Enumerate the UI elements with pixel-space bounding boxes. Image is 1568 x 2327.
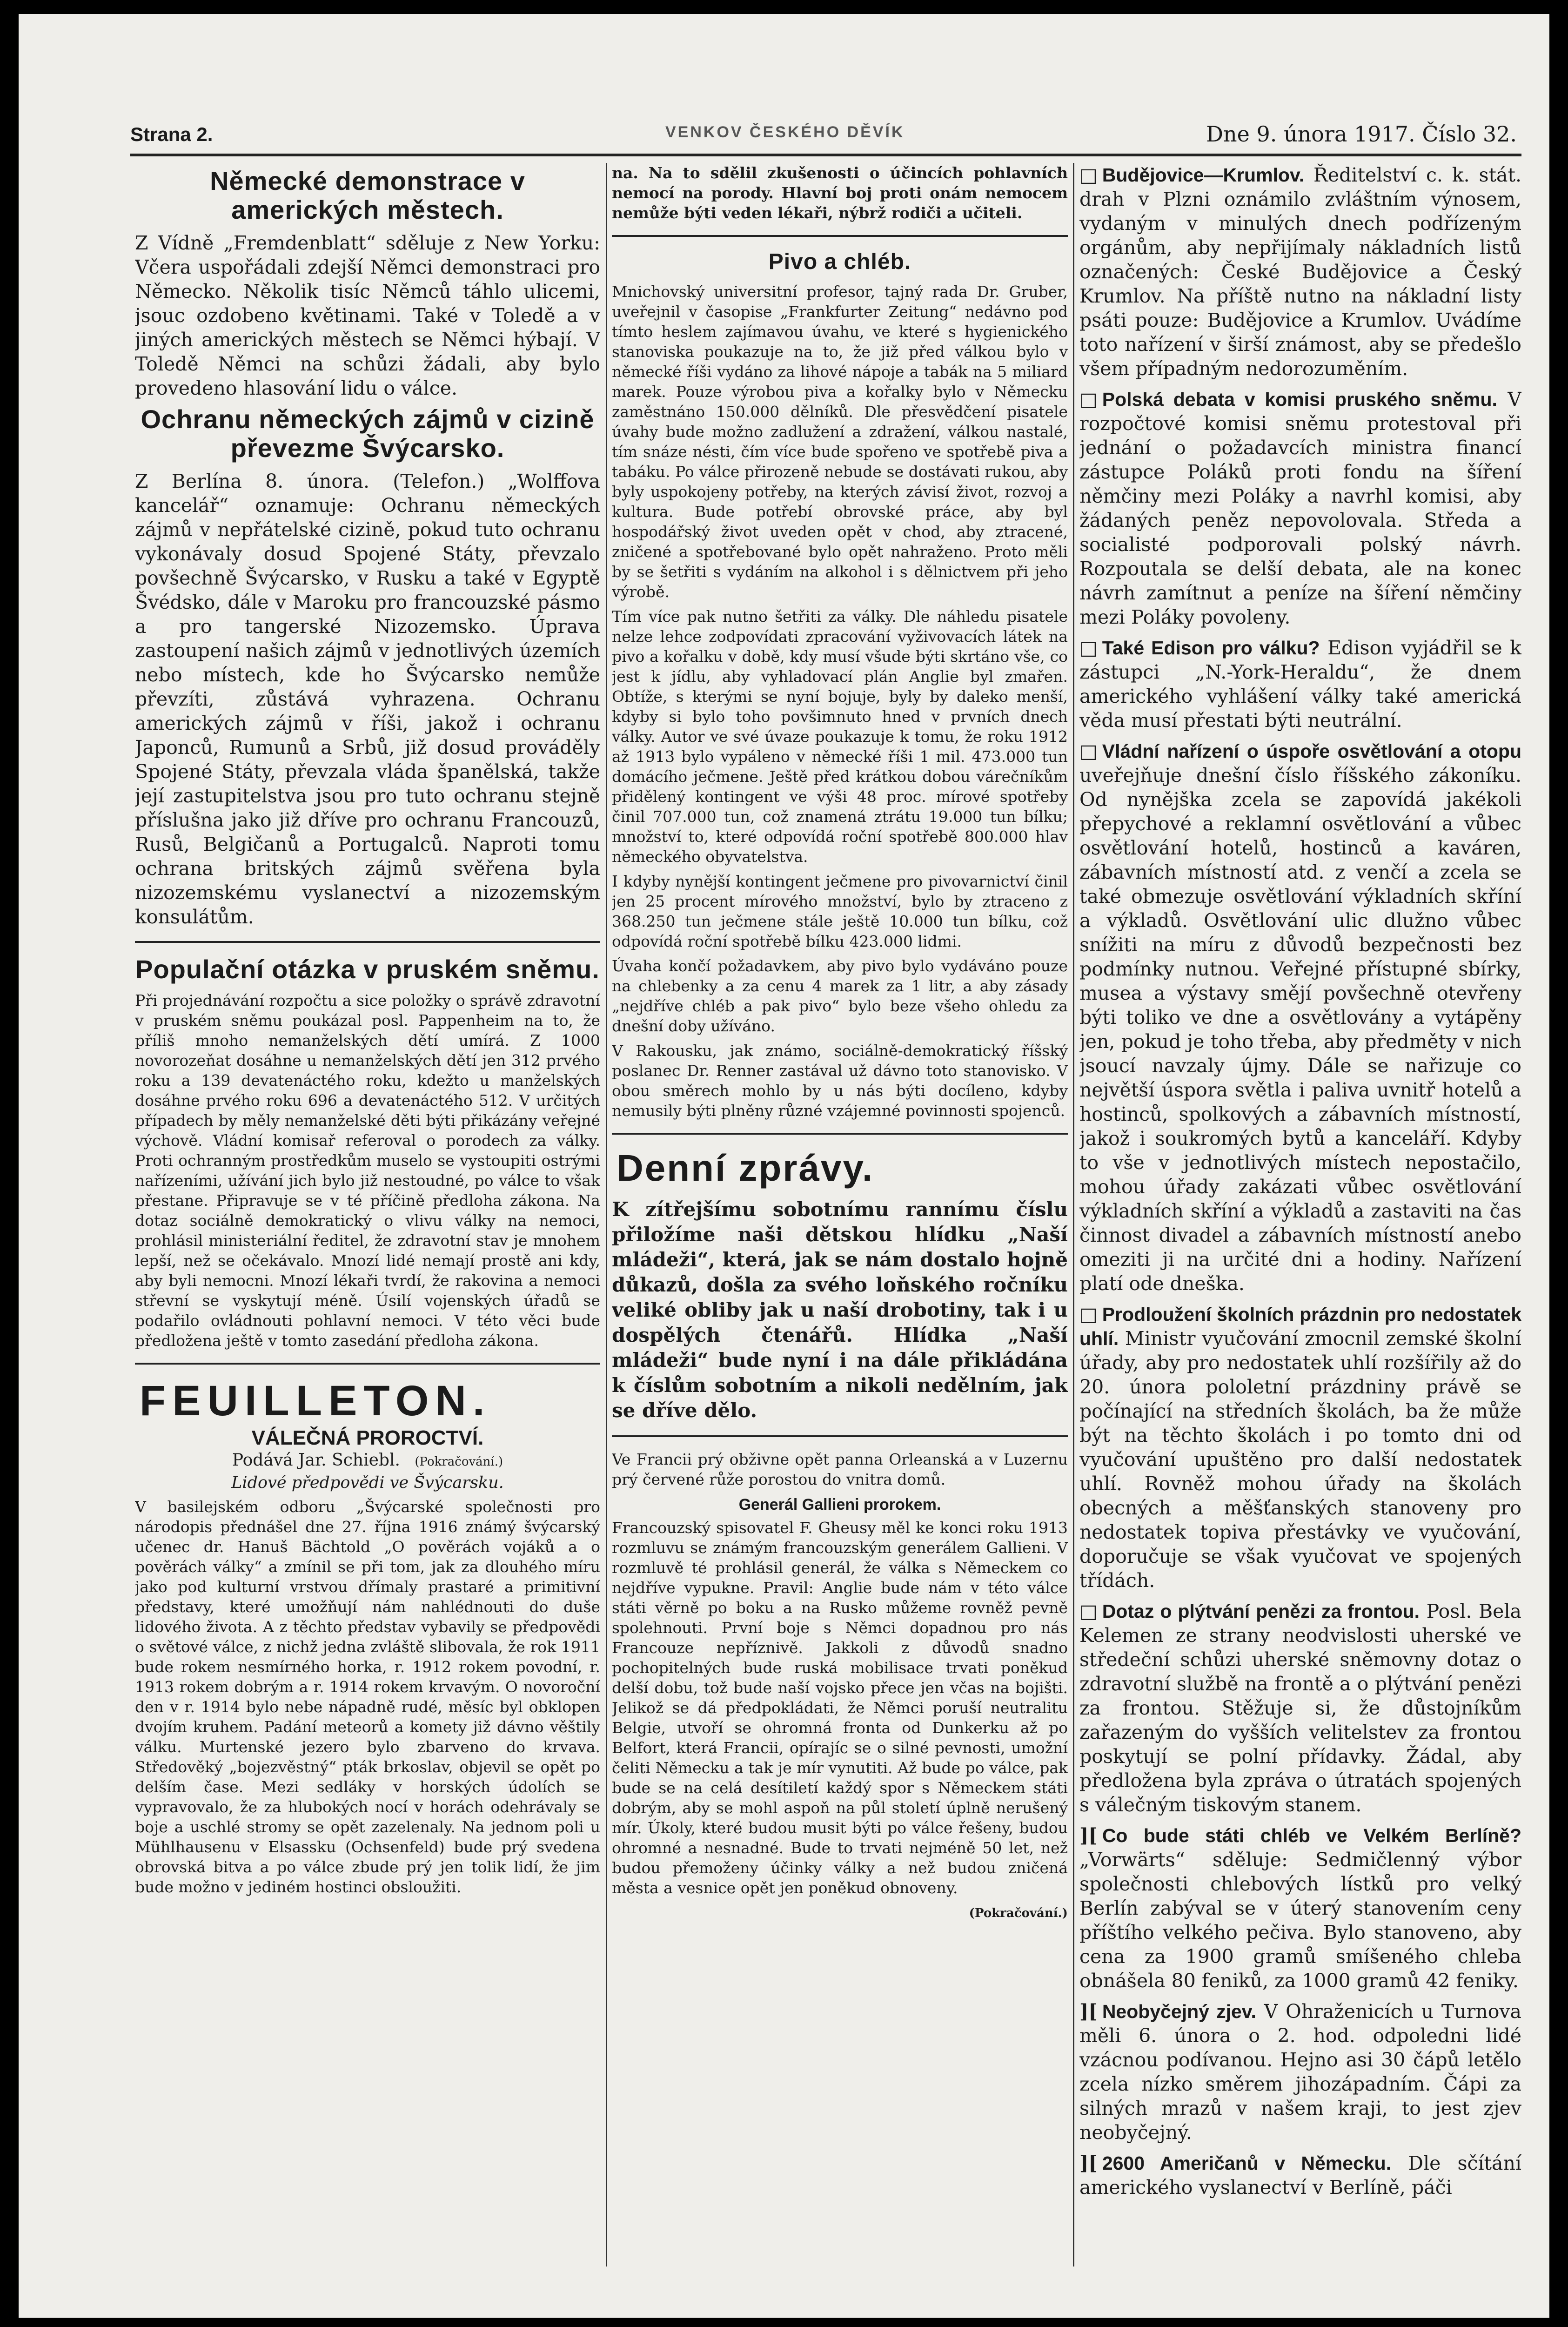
item-marker: □ [1079, 1303, 1098, 1325]
paper-name: VENKOV ČESKÉHO DĚVÍK [665, 123, 905, 141]
column-1 [135, 163, 600, 2285]
item-headline: Dotaz o plýtvání penězi za frontou. [1102, 1601, 1420, 1622]
item-headline: Prodloužení školních prázdnin pro nedostatek uhlí. [1079, 1304, 1521, 1349]
news-items [1079, 163, 1521, 2199]
column-3 [1079, 163, 1521, 2285]
column-divider [606, 163, 607, 2266]
news-item [1079, 163, 1521, 381]
article-paragraph: Tím více pak nutno šetřiti za války. Dle náhledu pisatele nelze lehce zodpovídati zpracování vyživovacích látek na pivo a kořalku v době, kdy musí všude býti skrtáno vše, co jest k jídlu, aby vyhladovací plán Anglie byl zmařen. Obtíže, s kterými se nyní bojuje, byly by daleko menší, kdyby si bylo toho povšimnuto hned v prvních dnech války. Autor ve své úvaze poukazuje k tomu, že roku 1912 až 1913 bylo vypáleno v německé říši 1 mil. 473.000 tun domácího ječmene. Ještě před krátkou dobou várečníkům přidělený kontingent ve výši 48 proc. mírové spotřeby činil 707.000 tun, což znamená ztrátu 19.000 tun bílku; množství to, které odpovídá roční spotřebě 800.000 hlav německého obyvatelstva. [612, 607, 1068, 866]
divider [612, 235, 1068, 237]
article-subtitle: Generál Gallieni prorokem. [738, 1496, 941, 1513]
feuilleton-body: V basilejském odboru „Švýcarské společnosti pro národopis přednášel dne 27. října 1916 známý švýcarský učenec dr. Hanuš Bächtold „O pověrách vojáků a o pověrách války“ a zmínil se při tom, jak za dlouhého míru jako pod kulturní vrstvou dřímaly prastaré a primitivní představy, které umožňují nám nahlédnouti do duše lidového života. A z těchto představ vybavily se předpovědi o světové válce, z nichž jedna zvláště slibovala, že rok 1911 bude rokem nesmírného horka, r. 1912 rokem povodní, r. 1913 rokem dobrým a r. 1914 rokem krvavým. O novoroční den v r. 1914 bylo nebe nápadně rudé, měsíc byl obklopen dvojím kruhem. Padání meteorů a komety již dávno věštily válku. Murtenské jezero bylo zbarveno do krvava. Středověký „bojezvěstný“ pták brkoslav, objevil se opět po delším čase. Mezi sedláky v horských údolích se vypravovalo, že za hlubokých nocí v horách odehrávaly se boje a uschlé stromy se opět zazelenaly. Na jednom poli u Mühlhausenu v Elsassku (Ochsenfeld) bude prý svedena obrovská bitva a po válce zbude prý jen tolik lidí, že jim bude možno v jediném hostinci obsloužiti. [135, 1498, 600, 1896]
article-body: Při projednávání rozpočtu a sice položky o správě zdravotní v pruském sněmu poukázal posl. Pappenheim na to, že příliš mnoho nemanželských dětí umírá. Z 1000 novorozeňat dosáhne u nemanželských dětí jen 312 prvého roku a 139 devatenáctého roku, kdežto u manželských dosáhne prvého roku 696 a devatenáctého 512. V určitých případech by měly nemanželské děti býti přikázány veřejné výchově. Vládní komisař referoval o porodech za války. Proti ochranným prostředkům muselo se vystoupiti ostrými nařízeními, užívání jich bylo již nestoudné, po válce to však přestane. Připravuje se v té příčině předloha zákona. Na dotaz sociálně demokratický o vlivu války na nemoci, prohlásil ministeriální ředitel, že zdravotní stav je mnohem lepší, než se očekávalo. Mnozí lidé nemají prostě ani kdy, aby byli nemocni. Mnozí lékaři tvrdí, že rakovina a nemoci střevní se vyskytují méně. Úsilí vojenských úřadů se podařilo ovládnouti pohlavní nemoci. V této věci bude předložena ještě v tomto zasedání předloha zákona. [135, 991, 600, 1350]
item-marker: □ [1079, 1600, 1098, 1622]
page-label: Strana 2. [130, 123, 213, 145]
masthead [130, 105, 1521, 156]
item-marker: □ [1079, 637, 1098, 659]
article-paragraph: Mnichovský universitní profesor, tajný rada Dr. Gruber, uveřejnil v časopise „Frankfurter Zeitung“ nedávno pod tímto heslem zajímavou úvahu, ve které s hygienického stanoviska poukazuje na to, že již před válkou bylo v německé říši vydáno za lihové nápoje a tabák na 5 miliard marek. Pouze výrobou piva a kořalky bylo v Německu zaměstnáno 150.000 dělníků. Dle přesvědčení pisatele úvahy bude možno zadlužení a zdražení, válkou nastalé, tím snáze nésti, čím více bude spořeno ve spotřebě piva a tabáku. Po válce přirozeně nebude se dostávati rukou, aby byly uspokojeny potřeby, na kterých závisí život, rozvoj a kultura. Bude potřebí obrovské práce, aby byl hospodářský život uveden opět v chod, aby ztracené, zničené a spotřebované bylo opět nahraženo. Proto měli by se šetřiti s vydáním na alkohol i s dělnictvem při jeho výrobě. [612, 282, 1068, 601]
item-headline: Také Edison pro válku? [1102, 637, 1320, 659]
news-item [1079, 636, 1521, 733]
feuilleton-section: Lidové předpovědi ve Švýcarsku. [231, 1473, 504, 1492]
news-item [1079, 2151, 1521, 2199]
article-title: Německé demonstrace v amerických městech. [210, 166, 525, 224]
byline-author: Podává Jar. Schiebl. [232, 1451, 400, 1470]
continued-text: na. Na to sdělil zkušenosti o účincích pohlavních nemocí na porody. Hlavní boj proti onám nemocem nemůže býti veden lékaři, nýbrž rodiči a učiteli. [612, 164, 1068, 222]
article-paragraph: V Rakousku, jak známo, sociálně-demokratický říšský poslanec Dr. Renner zastával už dávno toto stanovisko. V obou směrech mohlo by u nás býti docíleno, kdyby nemusily býti plněny různé vzájemné povinnosti spojenců. [612, 1042, 1068, 1120]
article-body: Z Berlína 8. února. (Telefon.) „Wolffova kancelář“ oznamuje: Ochranu německých zájmů v nepřátelské cizině, pokud tuto ochranu vykonávaly dosud Spojené Státy, převzalo povšechně Švýcarsko, v Rusku a také v Egyptě Švédsko, dále v Maroku pro francouzské pásmo a pro tangerské Nizozemsko. Úprava zastoupení našich zájmů v jednotlivých územích nebo místech, kde ho Švýcarsko nemůže převzíti, zůstává vyhrazena. Ochranu amerických zájmů v říši, jakož i ochranu Japonců, Rumunů a Srbů, již dosud prováděly Spojené Státy, převzala vláda španělská, takže její zastupitelstva jsou pro tuto ochranu stejně příslušna jako již dříve pro ochranu Francouzů, Rusů, Belgičanů a Portugalců. Naproti tomu ochrana britských zájmů svěřena byla nizozemskému vyslanectví a nizozemským konsulátům. [135, 470, 600, 928]
feuilleton-subtitle: VÁLEČNÁ PROROCTVÍ. [251, 1426, 484, 1449]
news-item [1079, 739, 1521, 1296]
section-title: Denní zprávy. [616, 1147, 874, 1189]
item-text: V rozpočtové komisi sněmu protestoval při jednání o požadavcích ministra financí zástupce Poláků proti fondu na šíření němčiny mezi Poláky a navrhl komisi, aby žádaných peněz nepovolovala. Středa a socialisté podporovali polský návrh. Rozpoutala se delší debata, ale na konec návrh zamítnut a peníze na šíření němčiny mezi Poláky povoleny. [1079, 388, 1521, 628]
feuilleton-byline [135, 1451, 600, 1470]
item-text: „Vorwärts“ sděluje: Sedmičlenný výbor společnosti chlebových lístků pro velký Berlín zabýval se v úterý stanovením ceny příštího velkého pečiva. Bylo stanoveno, aby cena za 1900 gramů smíšeného chleba obnášela 80 feniků, za 1000 gramů 42 feniky. [1079, 1849, 1521, 1992]
item-headline: Budějovice—Krumlov. [1102, 164, 1305, 186]
news-item [1079, 1999, 1521, 2145]
item-marker: ][ [1079, 2152, 1098, 2174]
divider [612, 1133, 1068, 1135]
item-text: Ministr vyučování zmocnil zemské školní úřady, aby pro nedostatek uhlí rozšířily až do 20. února pololetní prázdniny právě se počínající na středních školách, ba že může být na těchto školách i po tomto dni od vyučování upuštěno pro další nedostatek uhlí. Rovněž mohou úřady na školách obecných a měšťanských stanoveny pro nedostatek topiva přestávky ve vyučování, doporučuje se však vyučovat ve spojených třídách. [1079, 1327, 1521, 1592]
item-headline: 2600 Američanů v Německu. [1102, 2152, 1392, 2174]
item-marker: ][ [1079, 1824, 1098, 1847]
item-text: Posl. Bela Kelemen ze strany neodvislosti uherské ve středeční schůzi uherské sněmovny dotaz o zdravotní službě na frontě a o plýtvání penězi za frontou. Stěžuje si, že důstojníkům zařazeným do vyšších velitelstev za frontou poskytují se polní přídavky. Žádal, aby předložena byla zpráva o útratách spojených s válečným tiskovým stanem. [1079, 1600, 1521, 1816]
item-marker: □ [1079, 740, 1098, 762]
newspaper-page [19, 14, 1549, 2318]
feuilleton-title: FEUILLETON. [140, 1377, 491, 1425]
news-item [1079, 1823, 1521, 1993]
article-paragraph: I kdyby nynější kontingent ječmene pro pivovarnictví činil jen 25 procent mírového množství, bylo by ztraceno z 368.250 tun ječmene stále ještě 10.000 tun bílku, což odpovídá roční spotřebě bílku 423.000 lidmi. [612, 872, 1068, 950]
item-headline: Polská debata v komisi pruského sněmu. [1102, 389, 1497, 410]
item-headline: Vládní nařízení o úspoře osvětlování a otopu [1102, 740, 1521, 762]
article-body: Z Vídně „Fremdenblatt“ sděluje z New Yorku: Včera uspořádali zdejší Němci demonstraci pro Německo. Několik tisíc Němců táhlo ulicemi, jsouc ozdobeno květinami. Také v Toledě a v jiných amerických městech se Němci hýbají. V Toledě Němci na schůzi žádali, aby bylo provedeno hlasování lidu o válce. [135, 232, 600, 399]
item-headline: Co bude státi chléb ve Velkém Berlíně? [1102, 1825, 1521, 1846]
news-item [1079, 1599, 1521, 1817]
divider [135, 1363, 600, 1365]
article-intro: Ve Francii prý obživne opět panna Orleanská a v Luzernu prý červené růže porostou do vnitra domů. [612, 1450, 1068, 1488]
item-text: V Ohraženicích u Turnova měli 6. února o 2. hod. odpoledni lidé vzácnou podívanou. Hejno asi 30 čápů letělo zcela nízko směrem jihozápadním. Čápi za silných mrazů v našem kraji, to jest zjev neobyčejný. [1079, 2000, 1521, 2144]
column-divider [1073, 163, 1074, 2266]
item-marker: □ [1079, 164, 1098, 186]
article-body: Francouzský spisovatel F. Gheusy měl ke konci roku 1913 rozmluvu se známým francouzským generálem Gallieni. V rozmluvě té prohlásil generál, že válka s Německem co nejdříve vypukne. Pravil: Anglie bude nám v této válce státi věrně po boku a na Rusko můžeme rovněž pevně spolehnouti. První boje s Němci dopadnou pro nás Francouze nepříznivě. Jakkoli z důvodů snadno pochopitelných bude ruská mobilisace trvati poněkud delší dobu, tož bude naší vojsko přece jen včas na bojišti. Jelikož se dá předpokládati, že Němci poruší neutralitu Belgie, utvoří se ohromná fronta od Dunkerku až po Belfort, která Francii, opírajíc se o silné pevnosti, umožní čeliti Německu a tak je mír vynutiti. Až bude po válce, pak bude se na celá desítiletí každý spor s Německem státi dobrým, aby se mohl aspoň na půl století úplně nerušený mír. Úkoly, které budou musit býti po válce řešeny, budou ohromné a nesnadné. Bude to trvati nejméně 50 let, než budou přemoženy účinky války a než budou zničená města a vesnice opět jen poněkud obnoveny. [612, 1519, 1068, 1897]
article-title: Ochranu německých zájmů v cizině převezme Švýcarsko. [141, 404, 595, 463]
item-text: Ředitelství c. k. stát. drah v Plzni oznámilo zvláštním výnosem, vydaným v minulých dnech podřízeným orgánům, aby nepřijímaly nákladních listů označených: České Budějovice a Český Krumlov. Na příště nutno na nákladní listy psáti pouze: Budějovice a Krumlov. Uvádíme toto nařízení v širší známost, aby se předešlo všem případným nedorozuměním. [1079, 164, 1521, 380]
article-title: Populační otázka v pruském sněmu. [135, 955, 600, 984]
header-rule [130, 154, 1521, 156]
continued-note: (Pokračování.) [415, 1455, 503, 1469]
item-text: uveřejňuje dnešní číslo říšského zákoníku. Od nynějška zcela se zapovídá jakékoli přepychové a reklamní osvětlování a vůbec osvětlování hotelů, hostinců a kaváren, zábavních místností atd. z venčí a zcela se také obmezuje osvětlování výkladních skříní a výkladů. Osvětlování ulic dlužno vůbec snížiti na míru z důvodů bezpečnosti bez podmínky nutnou. Veřejné přístupné sbírky, musea a výstavy smějí povšechně otevřeny býti toliko ve dne a osvětlovány a vytápěny jen, pokud je toho třeba, aby předměty v nich jsoucí navzaly újmy. Dále se nařizuje co největší úspora světla i paliva uvnitř hotelů a hostinců, spolkových a zábavních místností, jakož i soukromých bytů a kanceláří. Kdyby to vše v jednotlivých místech nepostačilo, mohou úřady zakázati vůbec osvětlování výkladních skříní a výkladů a zastaviti na čas činnost divadel a zábavních místností anebo omeziti ji na určité dni a hodiny. Nařízení platí ode dneška. [1079, 764, 1521, 1295]
item-marker: ][ [1079, 2000, 1098, 2023]
item-text: Dle sčítání amerického vyslanectví v Berlíně, páči [1079, 2152, 1521, 2199]
article-paragraph: Úvaha končí požadavkem, aby pivo bylo vydáváno pouze na chlebenky a za cenu 4 marek za 1 litr, a aby zásady „nejdříve chléb a pak pivo“ bylo beze všeho ohledu za dnešní doby užíváno. [612, 957, 1068, 1035]
news-item [1079, 1302, 1521, 1593]
column-2 [612, 163, 1068, 2285]
divider [135, 941, 600, 943]
news-item [1079, 387, 1521, 629]
item-marker: □ [1079, 388, 1098, 410]
date-issue: Dne 9. února 1917. Číslo 32. [1206, 121, 1517, 147]
item-text: Edison vyjádřil se k zástupci „N.-York-Heraldu“, že dnem amerického vyhlášení války také americká věda musí přestati býti neutrální. [1079, 637, 1521, 732]
article-title: Pivo a chléb. [768, 249, 911, 274]
continued-note: (Pokračování.) [969, 1906, 1068, 1920]
item-headline: Neobyčejný zjev. [1102, 2001, 1256, 2022]
announcement: K zítřejšímu sobotnímu rannímu číslu přiložíme naši dětskou hlídku „Naší mládeži“, která, jak se nám dostalo hojně důkazů, došla za svého loňského ročníku veliké obliby jak u naší drobotiny, tak i u dospělých čtenářů. Hlídka „Naší mládeži“ bude nyní i na dále přikládána k číslům sobotním a nikoli nedělním, jak se dříve dělo. [612, 1198, 1068, 1422]
divider [612, 1435, 1068, 1437]
